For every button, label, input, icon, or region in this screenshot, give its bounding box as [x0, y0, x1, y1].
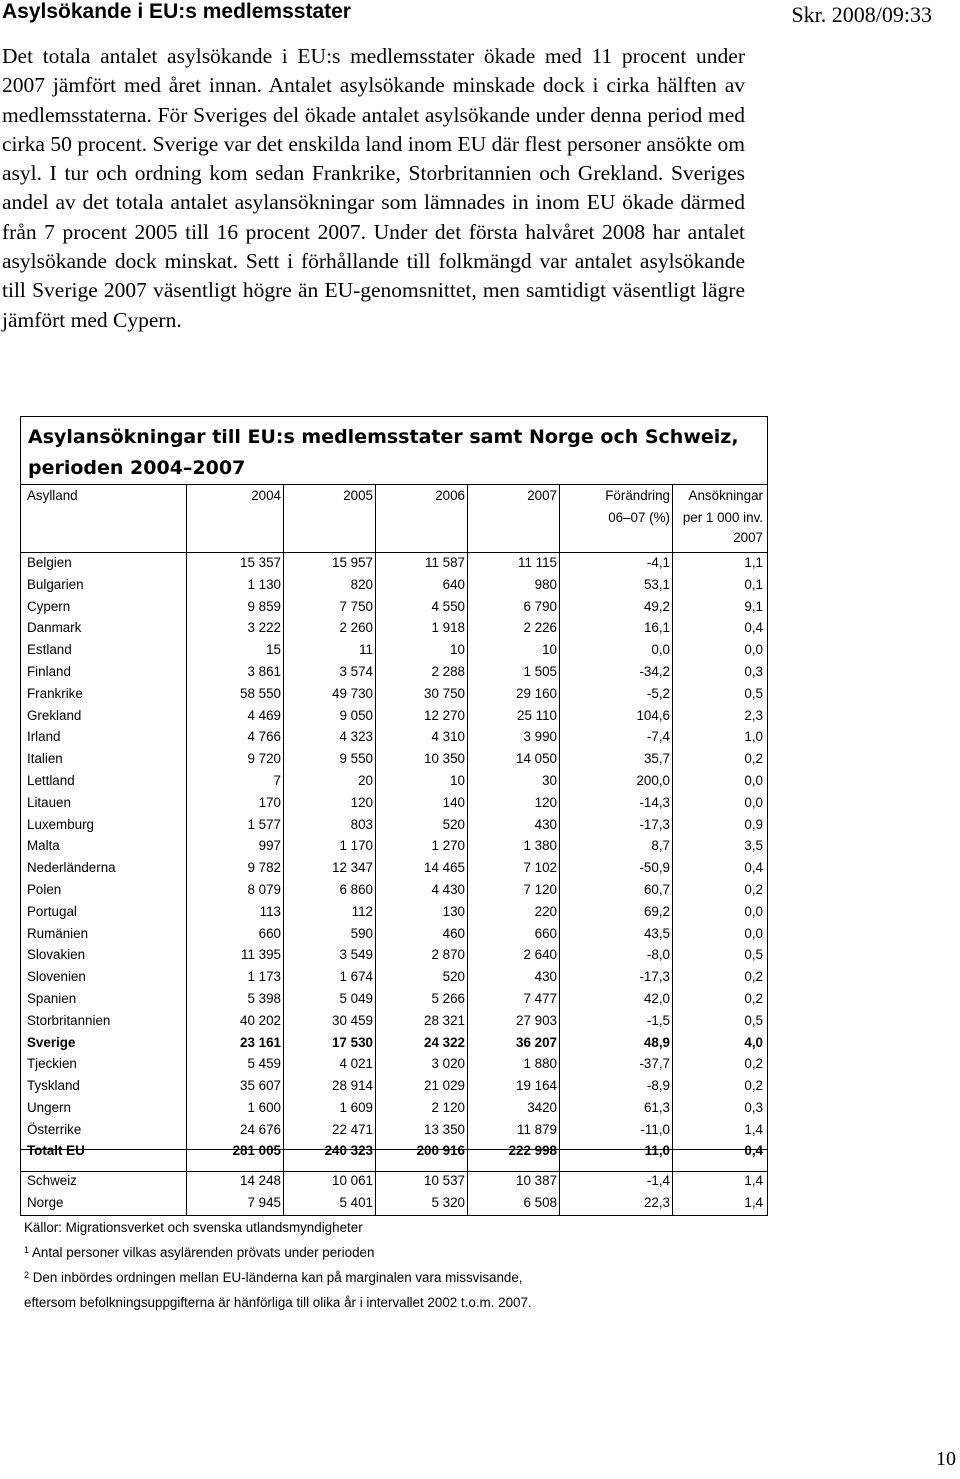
row-country: Danmark [27, 620, 82, 636]
row-country: Litauen [27, 794, 71, 810]
row-value: 11 [359, 642, 373, 658]
extra-row-value: 10 061 [332, 1173, 373, 1188]
row-value: 30 [542, 773, 557, 788]
table-title-bottom-border [20, 484, 768, 485]
row-country: Grekland [27, 707, 82, 723]
row-value: 10 350 [424, 751, 465, 767]
row-value: 27 903 [516, 1012, 557, 1028]
row-country: Sverige [27, 1034, 76, 1050]
row-country: Frankrike [27, 685, 83, 701]
row-value: 0,2 [744, 969, 763, 985]
row-value: 4 310 [431, 729, 465, 745]
row-value: 16,1 [643, 620, 670, 636]
row-value: 2 226 [523, 620, 557, 636]
row-value: 1 600 [247, 1100, 281, 1115]
row-value: 4 766 [247, 729, 281, 745]
row-value: 0,0 [744, 642, 763, 658]
table-title-line-1: Asylansökningar till EU:s medlemsstater samt Norge och Schweiz, [28, 426, 739, 448]
row-value: 8 079 [247, 882, 281, 897]
row-value: 112 [351, 903, 373, 919]
table-title-right-border [767, 416, 768, 484]
row-value: 2 260 [339, 620, 373, 636]
row-value: 53,1 [643, 576, 670, 592]
row-value: 0,0 [744, 925, 763, 941]
row-value: 1 130 [247, 576, 281, 592]
row-value: 17 530 [332, 1034, 373, 1050]
row-value: 15 357 [240, 555, 281, 570]
row-country: Slovenien [27, 969, 86, 985]
row-value: 220 [534, 903, 557, 919]
table-top-border [20, 416, 768, 417]
row-value: 3 222 [247, 620, 281, 636]
row-value: 49,2 [643, 598, 670, 614]
row-country: Polen [27, 882, 62, 897]
row-value: 10 [450, 642, 465, 658]
row-value: 48,9 [643, 1034, 670, 1050]
total-value: 281 005 [232, 1143, 281, 1158]
row-country: Tjeckien [27, 1056, 77, 1072]
row-value: 0,0 [651, 642, 670, 658]
row-value: -50,9 [639, 860, 670, 876]
row-value: 11 395 [241, 947, 281, 963]
extra-row-country: Schweiz [27, 1173, 77, 1188]
row-value: 22 471 [332, 1121, 373, 1137]
row-value: 4 323 [339, 729, 373, 745]
row-value: 11 879 [517, 1121, 557, 1137]
row-value: 5 398 [247, 991, 281, 1006]
column-header-change: Förändring [605, 488, 670, 503]
row-value: 0,5 [744, 947, 763, 963]
row-value: 60,7 [643, 882, 670, 897]
row-value: 24 676 [240, 1121, 281, 1137]
footnote-2 [24, 1270, 523, 1285]
row-value: 10 [542, 642, 557, 658]
row-value: 5 459 [247, 1056, 281, 1072]
row-value: 5 266 [431, 991, 465, 1006]
row-value: 2,3 [744, 707, 763, 723]
row-value: 12 347 [332, 860, 373, 876]
row-value: -34,2 [639, 664, 670, 679]
row-value: 1 270 [431, 838, 465, 854]
row-value: 9 550 [339, 751, 373, 767]
row-value: 40 202 [240, 1012, 281, 1028]
row-value: 1 380 [523, 838, 557, 854]
row-value: 9 859 [247, 598, 281, 614]
row-value: 14 465 [424, 860, 465, 876]
row-value: 49 730 [332, 685, 373, 701]
row-value: 2 870 [431, 947, 465, 963]
row-country: Belgien [27, 555, 72, 570]
row-value: -11,0 [640, 1121, 670, 1137]
row-value: 820 [350, 576, 373, 592]
row-value: 430 [534, 969, 557, 985]
row-value: 10 [450, 773, 465, 788]
column-header-y2004: 2004 [251, 488, 281, 503]
row-value: 130 [442, 903, 465, 919]
row-value: -7,4 [646, 729, 670, 745]
row-value: 2 640 [523, 947, 557, 963]
row-value: 15 [266, 642, 281, 658]
row-value: 11 115 [518, 555, 557, 570]
row-value: 1 170 [339, 838, 373, 854]
extra-row-value: 5 320 [431, 1195, 465, 1210]
row-value: 0,2 [744, 882, 763, 897]
row-value: 11 587 [425, 555, 465, 570]
row-value: -17,3 [639, 969, 670, 985]
row-value: 1 505 [523, 664, 557, 679]
asylum-applications-table [20, 416, 768, 1216]
row-value: 120 [350, 794, 373, 810]
row-value: 0,9 [744, 816, 763, 832]
row-value: 170 [258, 794, 281, 810]
extra-row-country: Norge [27, 1195, 64, 1210]
footnote-2-text: Den inbördes ordningen mellan EU-länderna kan på marginalen vara missvisande, [32, 1270, 523, 1285]
row-country: Finland [27, 664, 71, 679]
row-value: 1 880 [523, 1056, 557, 1072]
row-country: Malta [27, 838, 60, 854]
row-value: 9 720 [247, 751, 281, 767]
row-value: 4 550 [431, 598, 465, 614]
row-value: 61,3 [643, 1100, 670, 1115]
row-value: 1 173 [247, 969, 281, 985]
row-country: Rumänien [27, 925, 89, 941]
table-title-line-2: perioden 2004–2007 [28, 457, 246, 479]
row-value: 3,5 [744, 838, 763, 854]
column-header-per1000: Ansökningar [688, 488, 763, 503]
row-value: 460 [442, 925, 465, 941]
row-value: 2 288 [431, 664, 465, 679]
row-value: 19 164 [516, 1078, 557, 1094]
table-column-divider [559, 484, 560, 1216]
row-value: 0,2 [744, 1056, 763, 1072]
row-value: 43,5 [643, 925, 670, 941]
row-value: 5 049 [339, 991, 373, 1006]
row-value: 13 350 [424, 1121, 465, 1137]
row-value: 660 [258, 925, 281, 941]
row-value: 42,0 [643, 991, 670, 1006]
row-value: 0,0 [744, 773, 763, 788]
row-value: 590 [350, 925, 373, 941]
row-value: 3 020 [431, 1056, 465, 1072]
row-value: 0,2 [744, 751, 763, 767]
extra-row-value: 14 248 [240, 1173, 281, 1188]
table-left-border [20, 416, 21, 1216]
row-value: 35 607 [240, 1078, 281, 1094]
row-value: 1 577 [247, 816, 281, 832]
row-value: 36 207 [516, 1034, 557, 1050]
footnote-2-mark: 2 [24, 1270, 30, 1280]
row-country: Cypern [27, 598, 71, 614]
row-value: 2 120 [431, 1100, 465, 1115]
row-value: 21 029 [424, 1078, 465, 1094]
footnote-1-mark: 1 [24, 1245, 30, 1255]
row-value: 14 050 [516, 751, 557, 767]
row-country: Slovakien [27, 947, 86, 963]
row-value: 35,7 [643, 751, 670, 767]
row-value: 9 782 [247, 860, 281, 876]
page-heading: Asylsökande i EU:s medlemsstater [2, 0, 351, 23]
row-country: Lettland [27, 773, 75, 788]
row-value: 3420 [527, 1100, 557, 1115]
row-value: -8,0 [646, 947, 670, 963]
column-header-per1000-unit: per 1 000 inv. [682, 510, 763, 525]
total-label: Totalt EU [27, 1143, 85, 1158]
table-total-bottom-border [20, 1171, 768, 1172]
row-country: Estland [27, 642, 72, 658]
row-value: 0,4 [744, 860, 763, 876]
row-value: 520 [442, 969, 465, 985]
row-value: 120 [534, 794, 557, 810]
row-value: 660 [534, 925, 557, 941]
row-value: 3 574 [339, 664, 373, 679]
row-country: Österrike [27, 1121, 82, 1137]
extra-row-value: -1,4 [646, 1173, 670, 1188]
page-number: 10 [936, 1448, 956, 1470]
intro-paragraph: Det totala antalet asylsökande i EU:s medlemsstater ökade med 11 procent under 2007 jämfört med året innan. Antalet asylsökande minskade dock i cirka hälften av medlemsstaterna. För Sveriges del ökade antalet asylsökande under denna period med cirka 50 procent. Sverige var det enskilda land inom EU där flest personer ansökte om asyl. I tur och ordning kom sedan Frankrike, Storbritannien och Grekland. Sveriges andel av det totala antalet asylansökningar som lämnades in inom EU ökade därmed från 7 procent 2005 till 16 procent 2007. Under det första halvåret 2008 har antalet asylsökande dock minskat. Sett i förhållande till folkmängd var antalet asylsökande till Sverige 2007 väsentligt högre än EU-genomsnittet, men samtidigt väsentligt lägre jämfört med Cypern. [2, 44, 745, 332]
row-value: 0,2 [744, 991, 763, 1006]
row-value: 104,6 [636, 707, 670, 723]
row-value: 15 957 [332, 555, 373, 570]
row-value: 3 861 [247, 664, 281, 679]
row-value: 803 [350, 816, 373, 832]
row-country: Storbritannien [27, 1012, 111, 1028]
row-value: 0,3 [744, 664, 763, 679]
row-value: 7 120 [523, 882, 557, 897]
extra-row-value: 6 508 [523, 1195, 557, 1210]
row-value: 12 270 [424, 707, 465, 723]
source-note: Källor: Migrationsverket och svenska utlandsmyndigheter [24, 1220, 363, 1235]
row-value: 9,1 [744, 598, 763, 614]
row-value: 7 102 [523, 860, 557, 876]
row-value: 0,3 [744, 1100, 763, 1115]
row-country: Italien [27, 751, 63, 767]
row-value: -17,3 [639, 816, 670, 832]
row-value: 28 914 [332, 1078, 373, 1094]
row-value: 430 [534, 816, 557, 832]
column-header-y2006: 2006 [435, 488, 465, 503]
footnote-1-text: Antal personer vilkas asylärenden prövats under perioden [32, 1245, 375, 1260]
row-value: 30 750 [424, 685, 465, 701]
row-value: 0,4 [744, 620, 763, 636]
row-value: 3 549 [339, 947, 373, 963]
row-value: -37,7 [639, 1056, 670, 1072]
row-value: 30 459 [332, 1012, 373, 1028]
row-value: 0,5 [744, 1012, 763, 1028]
row-value: -1,5 [646, 1012, 670, 1028]
row-value: 520 [442, 816, 465, 832]
row-value: 200,0 [636, 773, 670, 788]
document-reference: Skr. 2008/09:33 [791, 2, 932, 27]
total-value: 240 323 [324, 1143, 373, 1158]
row-value: 9 050 [339, 707, 373, 723]
column-header-y2007: 2007 [527, 488, 557, 503]
row-country: Luxemburg [27, 816, 94, 832]
extra-row-value: 5 401 [339, 1195, 373, 1210]
row-value: 1,4 [744, 1121, 763, 1137]
total-value: 222 998 [508, 1143, 557, 1158]
row-value: 113 [259, 903, 281, 919]
row-value: 0,5 [744, 685, 763, 701]
row-value: 69,2 [643, 903, 670, 919]
row-value: 7 [273, 773, 281, 788]
row-value: -8,9 [646, 1078, 670, 1094]
column-header-per1000-year: 2007 [733, 530, 763, 545]
row-value: 4,0 [744, 1034, 763, 1050]
column-header-y2005: 2005 [343, 488, 373, 503]
row-value: 640 [442, 576, 465, 592]
row-value: 8,7 [651, 838, 670, 854]
row-value: -4,1 [646, 555, 670, 570]
row-country: Bulgarien [27, 576, 84, 592]
row-country: Spanien [27, 991, 77, 1006]
row-value: 0,0 [744, 794, 763, 810]
total-value: 200 916 [416, 1143, 465, 1158]
column-header-change-period: 06–07 (%) [608, 510, 670, 525]
row-country: Irland [27, 729, 61, 745]
row-value: 20 [358, 773, 373, 788]
row-value: 0,0 [744, 903, 763, 919]
row-value: 24 322 [424, 1034, 465, 1050]
footnote-1 [24, 1245, 374, 1260]
table-header-bottom-border [20, 552, 768, 553]
row-value: 4 430 [431, 882, 465, 897]
row-value: 7 750 [339, 598, 373, 614]
row-value: 3 990 [523, 729, 557, 745]
extra-row-value: 10 387 [516, 1173, 557, 1188]
row-value: 1,0 [744, 729, 763, 745]
column-header-country: Asylland [27, 488, 78, 503]
table-title [28, 422, 758, 484]
extra-row-value: 1,4 [744, 1173, 763, 1188]
row-value: 6 860 [339, 882, 373, 897]
row-value: 1 918 [431, 620, 465, 636]
total-value: 0,4 [744, 1143, 763, 1158]
row-value: 4 469 [247, 707, 281, 723]
extra-row-value: 10 537 [424, 1173, 465, 1188]
row-value: 7 477 [523, 991, 557, 1006]
row-value: 997 [258, 838, 281, 854]
row-country: Ungern [27, 1100, 71, 1115]
footnote-2-continued: eftersom befolkningsuppgifterna är hänförliga till olika år i intervallet 2002 t.o.m. 2007. [24, 1295, 532, 1310]
row-country: Nederländerna [27, 860, 116, 876]
row-value: 0,2 [744, 1078, 763, 1094]
row-value: 23 161 [240, 1034, 281, 1050]
row-value: 980 [534, 576, 557, 592]
row-value: 1 609 [339, 1100, 373, 1115]
table-column-divider [767, 484, 768, 1216]
row-value: 1 674 [339, 969, 373, 985]
row-value: -14,3 [639, 794, 670, 810]
row-value: 6 790 [523, 598, 557, 614]
row-value: 1,1 [744, 555, 763, 570]
row-value: 29 160 [516, 685, 557, 701]
row-value: 28 321 [424, 1012, 465, 1028]
total-value: 11,0 [644, 1143, 670, 1158]
row-value: 140 [442, 794, 465, 810]
row-country: Tyskland [27, 1078, 80, 1094]
extra-row-value: 7 945 [247, 1195, 281, 1210]
row-value: 25 110 [517, 707, 557, 723]
extra-row-value: 22,3 [643, 1195, 670, 1210]
row-country: Portugal [27, 903, 77, 919]
row-value: 58 550 [240, 685, 281, 701]
row-value: 4 021 [339, 1056, 373, 1072]
row-value: -5,2 [646, 685, 670, 701]
row-value: 0,1 [744, 576, 763, 592]
table-bottom-border [20, 1215, 768, 1216]
extra-row-value: 1,4 [744, 1195, 763, 1210]
